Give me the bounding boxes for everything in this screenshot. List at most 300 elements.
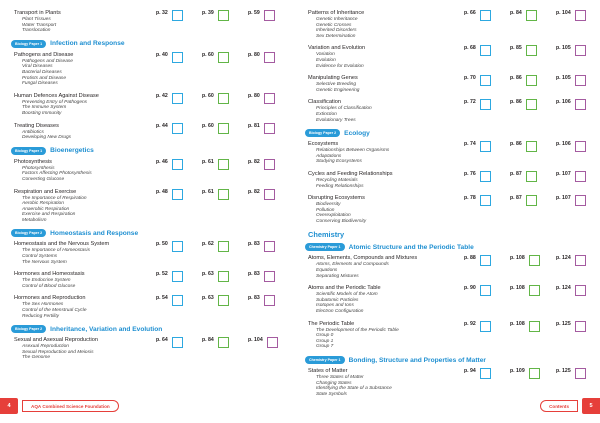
page-ref [556, 321, 586, 332]
progress-checkbox[interactable] [480, 10, 491, 21]
topic-item [14, 123, 286, 141]
progress-checkbox[interactable] [529, 368, 540, 379]
progress-checkbox[interactable] [529, 321, 540, 332]
page-refs [464, 141, 591, 153]
topic-title: Classification [308, 99, 341, 106]
page-ref [510, 141, 537, 152]
topic-title: Cycles and Feeding Relationships [308, 170, 393, 177]
subtopic: The Nervous System [22, 259, 67, 265]
page-ref [556, 255, 586, 266]
page-ref [156, 271, 183, 282]
page-number: p. 60 [202, 92, 214, 99]
page-ref [556, 45, 586, 56]
topic-title: Manipulating Genes [308, 75, 358, 82]
page-ref [510, 99, 537, 110]
subtopic: Evidence for Evolution [316, 63, 364, 69]
page-number: p. 108 [510, 285, 525, 292]
subtopic: Separating Mixtures [316, 273, 359, 279]
progress-checkbox[interactable] [218, 93, 229, 104]
progress-checkbox[interactable] [480, 255, 491, 266]
progress-checkbox[interactable] [172, 271, 183, 282]
page-number: p. 124 [556, 285, 571, 292]
page-number: p. 82 [248, 158, 260, 165]
progress-checkbox[interactable] [218, 189, 229, 200]
progress-checkbox[interactable] [264, 295, 275, 306]
topic-item [14, 10, 286, 34]
page-ref [248, 337, 278, 348]
paper-badge: Chemistry Paper 1 [305, 356, 345, 364]
topic-title: Respiration and Exercise [14, 188, 77, 195]
page-number: p. 70 [464, 75, 476, 82]
subtopic: Preventing Entry of Pathogens [22, 99, 88, 105]
topic-item [14, 189, 286, 224]
page-number: p. 105 [556, 75, 571, 82]
subject-heading: Chemistry [308, 230, 345, 240]
progress-checkbox[interactable] [172, 10, 183, 21]
topic-item [14, 52, 286, 87]
subtopic: Pollution [316, 207, 335, 213]
subtopic: Anaerobic Respiration [22, 206, 70, 212]
progress-checkbox[interactable] [172, 52, 183, 63]
section-header [11, 40, 286, 48]
section-header [11, 229, 286, 237]
page-number: p. 88 [464, 255, 476, 262]
page-number: p. 61 [202, 188, 214, 195]
subtopic: Factors Affecting Photosynthesis [22, 171, 92, 177]
page-number: p. 81 [248, 122, 260, 129]
page-number: p. 107 [556, 170, 571, 177]
subtopic: Genetic Inheritance [316, 17, 358, 22]
progress-checkbox[interactable] [526, 141, 537, 152]
subtopic: Aerobic Respiration [22, 201, 64, 207]
page-number: p. 80 [248, 92, 260, 99]
page-number: p. 63 [202, 295, 214, 302]
subtopic: Viral Diseases [22, 64, 53, 70]
topic-item [14, 337, 286, 361]
topic-item [14, 159, 286, 183]
page-number: p. 61 [202, 158, 214, 165]
subtopic: Relationships Between Organisms [316, 148, 390, 154]
page-number: p. 86 [510, 75, 522, 82]
page-ref [202, 189, 229, 200]
progress-checkbox[interactable] [575, 195, 586, 206]
page-ref [156, 93, 183, 104]
progress-checkbox[interactable] [264, 189, 275, 200]
subtopic: Plant Tissues [22, 17, 51, 22]
progress-checkbox[interactable] [172, 295, 183, 306]
page-refs [156, 295, 287, 307]
topic-title: Atoms, Elements, Compounds and Mixtures [308, 255, 418, 262]
progress-checkbox[interactable] [264, 93, 275, 104]
page-ref [156, 159, 183, 170]
topic-title: Sexual and Asexual Reproduction [14, 337, 98, 344]
page-number: p. 108 [510, 255, 525, 262]
progress-checkbox[interactable] [480, 45, 491, 56]
page-ref [464, 10, 491, 21]
topic-item [14, 93, 286, 117]
subtopic: Extinction [316, 111, 337, 117]
progress-checkbox[interactable] [575, 10, 586, 21]
page-ref [248, 93, 275, 104]
subtopic: Boosting Immunity [22, 110, 62, 116]
subtopic: The Importance of Respiration [22, 195, 87, 201]
page-number: p. 42 [156, 92, 168, 99]
page-number: p. 72 [464, 99, 476, 106]
page-number: p. 59 [248, 10, 260, 16]
page-number: p. 78 [464, 195, 476, 202]
topic-item [308, 195, 590, 224]
page-ref [156, 10, 183, 21]
progress-checkbox[interactable] [575, 255, 586, 266]
progress-checkbox[interactable] [526, 99, 537, 110]
subtopic: Changing States [316, 380, 352, 386]
page-number: p. 106 [556, 141, 571, 148]
right-page-number: 5 [582, 398, 600, 414]
subtopic: Biodiversity [316, 202, 341, 208]
page-ref [556, 368, 586, 379]
section-title: Bioenergetics [50, 147, 94, 155]
page-refs [156, 122, 287, 135]
progress-checkbox[interactable] [172, 337, 183, 348]
topic-item [308, 45, 590, 69]
subtopic: Identifying the State of a Substance [316, 386, 392, 392]
paper-badge: Biology Paper 2 [11, 229, 46, 237]
page-ref [556, 285, 586, 296]
page-number: p. 125 [556, 368, 571, 374]
page-number: p. 39 [202, 10, 214, 16]
page-refs [464, 170, 591, 183]
topic-title: Patterns of Inheritance [308, 10, 365, 16]
page-refs [156, 271, 287, 283]
paper-badge: Biology Paper 2 [305, 129, 340, 137]
subtopic: Translocation [22, 28, 51, 34]
progress-checkbox[interactable] [526, 195, 537, 206]
page-ref [510, 171, 537, 182]
page-refs [156, 158, 287, 171]
page-refs [464, 320, 591, 333]
topic-title: Human Defences Against Disease [14, 92, 99, 99]
page-number: p. 84 [202, 337, 214, 344]
page-ref [248, 295, 275, 306]
subtopic: Photosynthesis [22, 165, 55, 171]
page-number: p. 86 [510, 99, 522, 106]
progress-checkbox[interactable] [575, 141, 586, 152]
page-number: p. 40 [156, 51, 168, 58]
page-number: p. 109 [510, 368, 525, 374]
page-ref [556, 99, 586, 110]
page-ref [464, 45, 491, 56]
progress-checkbox[interactable] [264, 271, 275, 282]
page-ref [156, 52, 183, 63]
progress-checkbox[interactable] [526, 75, 537, 86]
subtopic: Conserving Biodiversity [316, 218, 367, 224]
subtopic: Water Transport [22, 22, 57, 28]
subtopic: Bacterial Diseases [22, 69, 62, 75]
progress-checkbox[interactable] [575, 171, 586, 182]
progress-checkbox[interactable] [218, 10, 229, 21]
subtopic: Group 7 [316, 344, 334, 350]
page-number: p. 32 [156, 10, 168, 16]
page-number: p. 106 [556, 99, 571, 106]
subtopic: Group 1 [316, 338, 334, 344]
page-number: p. 84 [510, 10, 522, 16]
topic-title: Ecosystems [308, 141, 339, 148]
subtopic: Sexual Reproduction and Meiosis [22, 349, 94, 355]
page-ref [464, 171, 491, 182]
progress-checkbox[interactable] [480, 285, 491, 296]
progress-checkbox[interactable] [218, 123, 229, 134]
page-number: p. 44 [156, 122, 168, 129]
progress-checkbox[interactable] [172, 189, 183, 200]
page-ref [464, 99, 491, 110]
subtopic: Inherited Disorders [316, 28, 357, 34]
subtopic: Electron Configuration [316, 309, 364, 315]
page-ref [248, 271, 275, 282]
page-refs [156, 51, 287, 64]
page-number: p. 46 [156, 158, 168, 165]
section-title: Bonding, Structure and Properties of Matter [348, 356, 486, 364]
right-contents-column [308, 10, 590, 403]
page-ref [464, 141, 491, 152]
page-ref [464, 75, 491, 86]
progress-checkbox[interactable] [218, 295, 229, 306]
page-ref [248, 52, 275, 63]
progress-checkbox[interactable] [575, 45, 586, 56]
progress-checkbox[interactable] [526, 45, 537, 56]
subtopic: The Immune System [22, 105, 67, 111]
topic-item [14, 241, 286, 265]
page-ref [510, 368, 540, 379]
page-number: p. 68 [464, 45, 476, 52]
progress-checkbox[interactable] [218, 159, 229, 170]
topic-item [308, 255, 590, 279]
page-number: p. 62 [202, 241, 214, 248]
subtopic: Studying Ecosystems [316, 159, 362, 165]
page-refs [464, 368, 591, 380]
topic-item [308, 321, 590, 350]
subtopic: Exercise and Respiration [22, 212, 76, 218]
progress-checkbox[interactable] [172, 93, 183, 104]
right-footer-title: Contents [540, 400, 578, 412]
progress-checkbox[interactable] [172, 159, 183, 170]
page-number: p. 48 [156, 188, 168, 195]
page-number: p. 107 [556, 195, 571, 202]
progress-checkbox[interactable] [264, 241, 275, 252]
page-ref [248, 10, 275, 21]
section-header [305, 356, 590, 364]
progress-checkbox[interactable] [480, 321, 491, 332]
page-ref [248, 241, 275, 252]
subtopic: Pathogens and Disease [22, 58, 73, 64]
page-ref [464, 368, 491, 379]
page-ref [510, 75, 537, 86]
subtopic: Evolutionary Trees [316, 117, 356, 123]
page-ref [156, 241, 183, 252]
section-title: Infection and Response [50, 40, 125, 48]
section-title: Homeostasis and Response [50, 229, 139, 237]
progress-checkbox[interactable] [575, 75, 586, 86]
subtopic: Control Systems [22, 254, 58, 260]
page-number: p. 66 [464, 10, 476, 16]
page-refs [156, 10, 287, 22]
page-ref [202, 93, 229, 104]
page-number: p. 60 [202, 122, 214, 129]
page-ref [556, 10, 586, 21]
subtopic: The Genome [22, 355, 50, 361]
progress-checkbox[interactable] [480, 171, 491, 182]
progress-checkbox[interactable] [267, 337, 278, 348]
subtopic: Genetic Engineering [316, 87, 360, 93]
page-number: p. 104 [556, 10, 571, 16]
subtopic: Subatomic Particles [316, 297, 359, 303]
page-ref [510, 45, 537, 56]
progress-checkbox[interactable] [480, 75, 491, 86]
page-number: p. 63 [202, 271, 214, 278]
progress-checkbox[interactable] [526, 10, 537, 21]
page-ref [464, 255, 491, 266]
progress-checkbox[interactable] [575, 368, 586, 379]
page-number: p. 60 [202, 51, 214, 58]
progress-checkbox[interactable] [575, 321, 586, 332]
page-number: p. 92 [464, 320, 476, 327]
topic-item [308, 10, 590, 39]
page-refs [464, 10, 591, 22]
left-footer-title: AQA Combined Science Foundation [22, 400, 119, 412]
page-number: p. 74 [464, 141, 476, 148]
subtopic: Principles of Classification [316, 106, 372, 112]
page-number: p. 125 [556, 320, 571, 327]
topic-title: The Periodic Table [308, 320, 355, 327]
page-refs [464, 195, 591, 207]
page-number: p. 76 [464, 170, 476, 177]
topic-item [308, 99, 590, 123]
progress-checkbox[interactable] [480, 141, 491, 152]
progress-checkbox[interactable] [480, 99, 491, 110]
page-number: p. 50 [156, 241, 168, 248]
page-refs [464, 45, 591, 57]
section-title: Inheritance, Variation and Evolution [50, 325, 163, 333]
page-ref [202, 337, 229, 348]
page-number: p. 82 [248, 188, 260, 195]
progress-checkbox[interactable] [172, 123, 183, 134]
paper-badge: Chemistry Paper 1 [305, 243, 345, 251]
progress-checkbox[interactable] [480, 368, 491, 379]
page-refs [464, 99, 591, 111]
page-number: p. 105 [556, 45, 571, 52]
progress-checkbox[interactable] [529, 255, 540, 266]
subtopic: Asexual Reproduction [22, 344, 69, 350]
page-ref [202, 295, 229, 306]
page-ref [202, 241, 229, 252]
subtopic: Atoms, Elements and Compounds [316, 262, 389, 268]
subtopic: Group 0 [316, 333, 334, 339]
page-ref [510, 255, 540, 266]
topic-item [308, 368, 590, 397]
subtopic: Selective Breeding [316, 82, 356, 88]
page-number: p. 87 [510, 170, 522, 177]
progress-checkbox[interactable] [264, 10, 275, 21]
page-refs [464, 255, 591, 267]
progress-checkbox[interactable] [480, 195, 491, 206]
progress-checkbox[interactable] [575, 285, 586, 296]
topic-title: States of Matter [308, 368, 348, 374]
progress-checkbox[interactable] [526, 171, 537, 182]
page-number: p. 80 [248, 51, 260, 58]
paper-badge: Biology Paper 1 [11, 147, 46, 155]
left-page-number: 4 [0, 398, 18, 414]
subtopic: Reducing Fertility [22, 313, 60, 319]
subtopic: Equations [316, 268, 338, 274]
page-number: p. 85 [510, 45, 522, 52]
page-ref [156, 295, 183, 306]
progress-checkbox[interactable] [575, 99, 586, 110]
page-ref [156, 189, 183, 200]
topic-title: Homeostasis and the Nervous System [14, 241, 110, 248]
page-number: p. 52 [156, 271, 168, 278]
page-refs [464, 75, 591, 87]
page-refs [156, 337, 287, 349]
page-ref [202, 52, 229, 63]
progress-checkbox[interactable] [218, 271, 229, 282]
page-number: p. 64 [156, 337, 168, 344]
progress-checkbox[interactable] [218, 337, 229, 348]
topic-item [14, 295, 286, 319]
topic-title: Hormones and Homeostasis [14, 271, 85, 278]
topic-item [308, 75, 590, 93]
subtopic: Antibiotics [22, 129, 44, 135]
page-number: p. 83 [248, 271, 260, 278]
page-ref [156, 337, 183, 348]
subtopic: Protists and Disease [22, 75, 66, 81]
page-ref [248, 159, 275, 170]
topic-item [308, 285, 590, 314]
page-number: p. 108 [510, 320, 525, 327]
section-header [305, 243, 590, 251]
page-number: p. 104 [248, 337, 263, 344]
progress-checkbox[interactable] [218, 52, 229, 63]
page-ref [202, 123, 229, 134]
section-header [11, 147, 286, 155]
page-ref [464, 195, 491, 206]
progress-checkbox[interactable] [529, 285, 540, 296]
progress-checkbox[interactable] [172, 241, 183, 252]
page-number: p. 94 [464, 368, 476, 374]
page-number: p. 83 [248, 295, 260, 302]
section-title: Atomic Structure and the Periodic Table [348, 243, 474, 251]
page-ref [202, 271, 229, 282]
page-number: p. 87 [510, 195, 522, 202]
subtopic: Control of the Menstrual Cycle [22, 308, 87, 314]
page-ref [464, 321, 491, 332]
page-ref [510, 321, 540, 332]
topic-item [308, 171, 590, 189]
subtopic: Variation [316, 52, 335, 58]
subtopic: The Development of the Periodic Table [316, 327, 399, 333]
page-ref [202, 159, 229, 170]
subtopic: The Importance of Homeostasis [22, 248, 90, 254]
progress-checkbox[interactable] [264, 123, 275, 134]
topic-title: Disrupting Ecosystems [308, 195, 365, 202]
subtopic: Three States of Matter [316, 375, 364, 380]
subtopic: Adaptations [316, 153, 342, 159]
subtopic: State Symbols [316, 391, 347, 397]
progress-checkbox[interactable] [264, 52, 275, 63]
page-number: p. 83 [248, 241, 260, 248]
page-refs [156, 92, 287, 105]
subtopic: The Endocrine System [22, 278, 71, 284]
progress-checkbox[interactable] [264, 159, 275, 170]
progress-checkbox[interactable] [218, 241, 229, 252]
